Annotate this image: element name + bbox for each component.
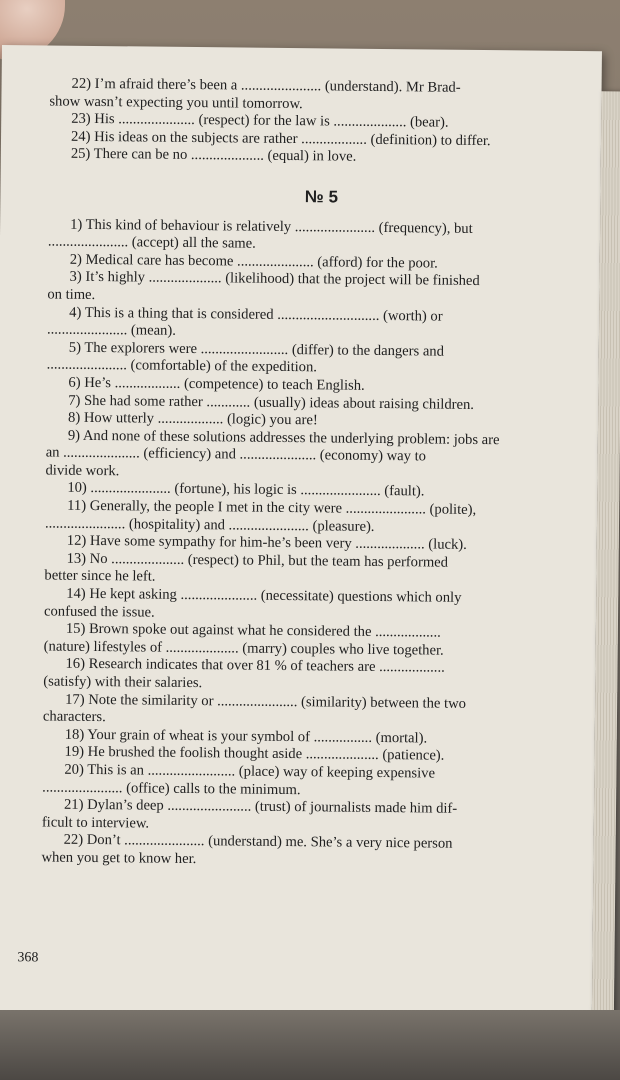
- text-line: 21) Dylan’s deep ....................... (trust) of journalists made him dif-: [63, 796, 458, 817]
- text-line: on time.: [47, 286, 96, 303]
- page-number: 368: [17, 950, 39, 966]
- text-line: 11) Generally, the people I met in the city were ...................... (polite),: [67, 497, 477, 519]
- text-line: 7) She had some rather ............ (usually) ideas about raising children.: [68, 392, 475, 413]
- text-line: 9) And none of these solutions addresses the underlying problem: jobs are: [67, 427, 500, 448]
- text-line: ...................... (office) calls to the minimum.: [42, 779, 301, 798]
- section-heading: № 5: [304, 187, 339, 207]
- text-line: 17) Note the similarity or ...................... (similarity) between the two: [65, 691, 467, 712]
- text-line: 4) This is a thing that is considered ............................ (worth) or: [69, 304, 443, 325]
- text-line: ...................... (comfortable) of the expedition.: [46, 356, 318, 376]
- text-line: 1) This kind of behaviour is relatively ...................... (frequency), but: [70, 216, 473, 237]
- text-line: 6) He’s .................. (competence) to teach English.: [68, 374, 365, 394]
- text-line: (nature) lifestyles of .................... (marry) couples who live together.: [43, 638, 444, 659]
- text-line: 20) This is an ........................ (place) way of keeping expensive: [64, 761, 436, 782]
- text-line: 15) Brown spoke out against what he considered the ..................: [65, 620, 441, 641]
- book-page: [0, 45, 602, 1019]
- text-line: show wasn’t expecting you until tomorrow.: [49, 93, 303, 112]
- text-line: better since he left.: [44, 567, 156, 586]
- text-line: 25) There can be no .................... (equal) in love.: [70, 146, 357, 166]
- text-line: 13) No .................... (respect) to Phil, but the team has performed: [66, 550, 449, 571]
- floor-background: [0, 1010, 620, 1080]
- text-line: 22) Don’t ...................... (understand) me. She’s a very nice person: [63, 832, 453, 853]
- text-line: 2) Medical care has become ..................... (afford) for the poor.: [69, 251, 438, 272]
- text-line: confused the issue.: [43, 603, 155, 621]
- text-line: 10) ...................... (fortune), his logic is ...................... (fault).: [67, 480, 425, 500]
- text-line: 16) Research indicates that over 81 % of teachers are ..................: [65, 656, 445, 677]
- text-line: characters.: [42, 708, 106, 726]
- page-content: [41, 76, 577, 873]
- text-line: 23) His ..................... (respect) for the law is .................... (bear).: [71, 110, 449, 131]
- text-line: ...................... (accept) all the same.: [47, 233, 256, 252]
- text-line: (satisfy) with their salaries.: [43, 673, 203, 692]
- text-line: 8) How utterly .................. (logic) you are!: [68, 409, 318, 429]
- text-line: 24) His ideas on the subjects are rather .................. (definition) to differ.: [70, 128, 491, 149]
- text-line: 14) He kept asking ..................... (necessitate) questions which only: [66, 585, 462, 606]
- text-line: 5) The explorers were ........................ (differ) to the dangers and: [68, 339, 445, 360]
- text-line: an ..................... (efficiency) and ..................... (economy) way to: [45, 444, 427, 465]
- exercise-5-list: [41, 216, 576, 872]
- text-line: ...................... (hospitality) and ...................... (pleasure).: [44, 515, 375, 535]
- text-line: when you get to know her.: [41, 849, 197, 868]
- text-line: 19) He brushed the foolish thought aside .................... (patience).: [64, 744, 445, 765]
- text-line: 12) Have some sympathy for him-he’s been very ................... (luck).: [66, 532, 467, 554]
- text-line: 3) It’s highly .................... (likelihood) that the project will be finished: [69, 269, 480, 290]
- text-line: 22) I’m afraid there’s been a ...................... (understand). Mr Brad-: [71, 75, 461, 96]
- previous-exercise-continuation: [49, 76, 578, 169]
- text-line: ficult to interview.: [41, 814, 150, 832]
- text-line: 18) Your grain of wheat is your symbol of ................ (mortal).: [64, 726, 428, 747]
- text-line: ...................... (mean).: [46, 321, 176, 339]
- text-line: divide work.: [45, 462, 120, 480]
